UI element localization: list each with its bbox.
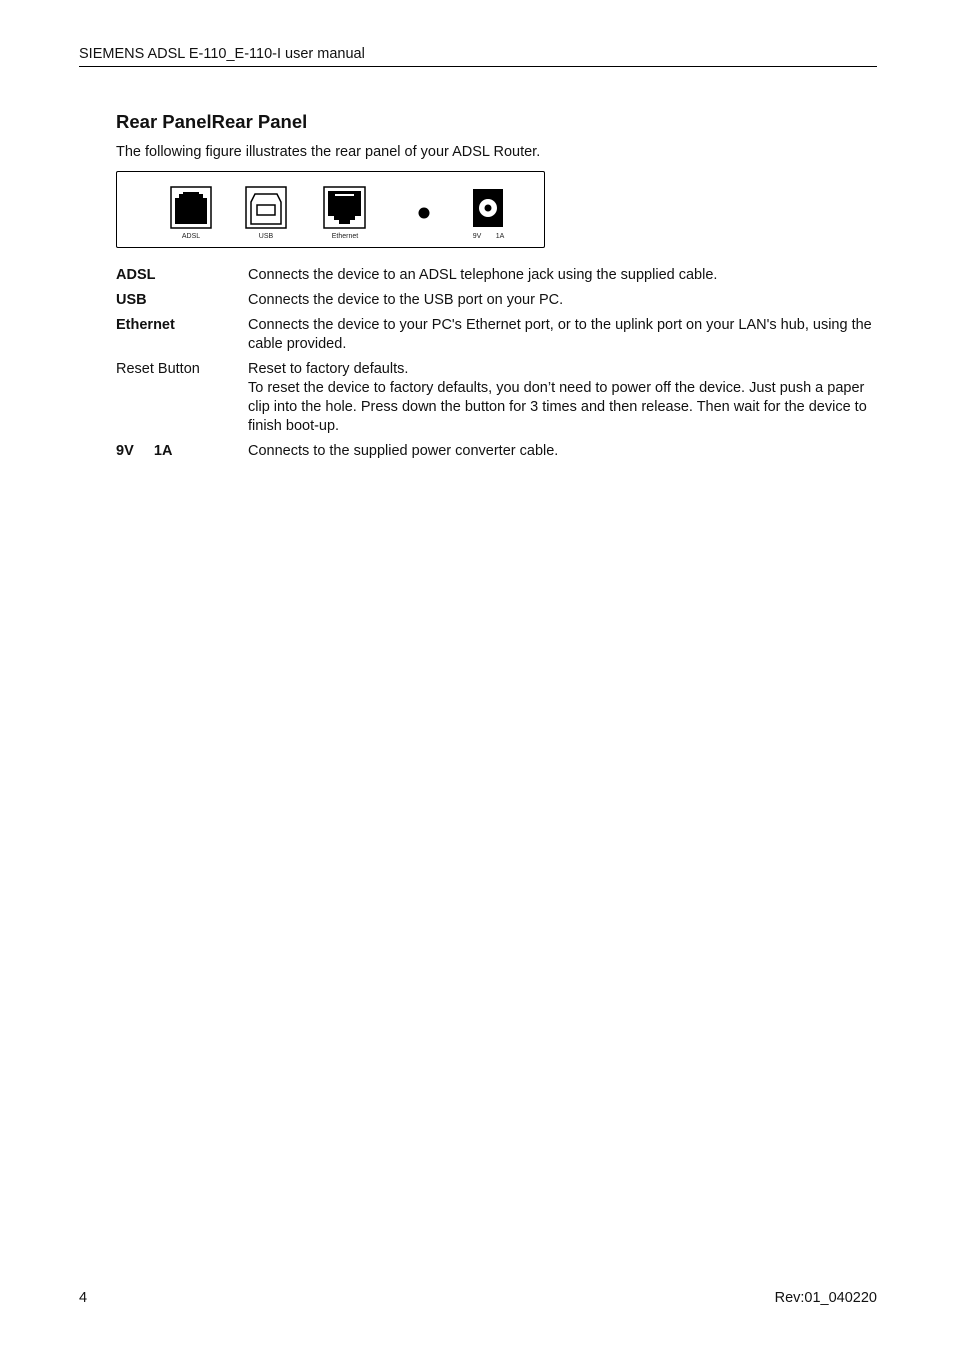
port-description-list	[116, 266, 876, 467]
definition-row-reset	[116, 360, 876, 436]
definition-description	[248, 316, 876, 354]
description-line: Connects to the supplied power converter cable.	[248, 443, 559, 459]
description-line: To reset the device to factory defaults, you don’t need to power off the device. Just push a paper clip into the hole. Press down the button for 3 times and then release. Then wait for the device to finish boot-up.	[248, 380, 867, 434]
definition-term: Ethernet	[116, 317, 175, 333]
definition-term: ADSL	[116, 267, 156, 283]
adsl-port-label: ADSL	[181, 233, 201, 240]
definition-term: Reset Button	[116, 361, 200, 377]
rear-panel-figure	[116, 171, 545, 248]
page-header	[79, 45, 877, 67]
usb-port-icon	[246, 187, 286, 228]
page-number: 4	[79, 1290, 88, 1306]
power-volt-label: 9V	[472, 233, 482, 240]
description-line: Connects the device to an ADSL telephone jack using the supplied cable.	[248, 267, 718, 283]
definition-description	[248, 442, 876, 461]
description-line: Connects the device to your PC's Ethernet port, or to the uplink port on your LAN's hub, using the cable provided.	[248, 317, 872, 352]
definition-row-ethernet	[116, 316, 876, 354]
definition-description	[248, 291, 876, 310]
description-line: Reset to factory defaults.	[248, 361, 409, 377]
description-line: Connects the device to the USB port on your PC.	[248, 292, 564, 308]
power-amp-label: 1A	[495, 233, 505, 240]
header-text: SIEMENS ADSL E-110_E-110-I user manual	[79, 46, 365, 62]
revision-label: Rev:01_040220	[774, 1290, 877, 1306]
definition-row-adsl	[116, 266, 876, 285]
definition-row-power	[116, 442, 876, 461]
usb-port-label: USB	[258, 233, 274, 240]
section-intro: The following figure illustrates the rear panel of your ADSL Router.	[116, 144, 541, 160]
ethernet-port-icon	[324, 187, 365, 228]
definition-term: 9V 1A	[116, 443, 173, 459]
definition-description	[248, 360, 876, 436]
definition-term: USB	[116, 292, 147, 308]
definition-row-usb	[116, 291, 876, 310]
section-title: Rear PanelRear Panel	[116, 111, 308, 132]
adsl-port-icon	[171, 187, 211, 228]
ethernet-port-label: Ethernet	[331, 233, 359, 240]
rear-panel-diagram	[117, 172, 546, 249]
reset-button-icon	[419, 208, 430, 219]
definition-description	[248, 266, 876, 285]
power-jack-icon	[473, 189, 503, 227]
